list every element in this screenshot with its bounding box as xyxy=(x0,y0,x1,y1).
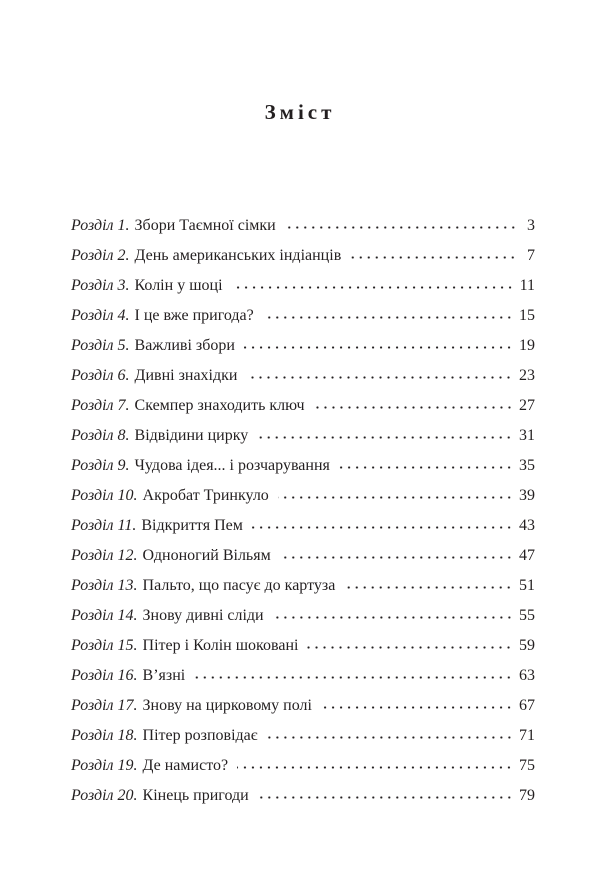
page-number: 71 xyxy=(519,727,535,744)
toc-entry xyxy=(71,274,535,304)
page-number: 39 xyxy=(519,487,535,504)
chapter-title: Знову на цирковому полі xyxy=(142,697,312,714)
table-of-contents xyxy=(71,214,535,814)
chapter-title: Дивні знахідки xyxy=(134,367,238,384)
chapter-title: Відкриття Пем xyxy=(141,517,243,534)
toc-entry xyxy=(71,214,535,244)
dot-leader xyxy=(307,634,513,650)
chapter-label: Розділ 14. xyxy=(71,607,138,624)
chapter-title: Важливі збори xyxy=(134,337,235,354)
toc-entry xyxy=(71,634,535,664)
dot-leader xyxy=(194,664,513,680)
toc-entry xyxy=(71,304,535,334)
chapter-title: Акробат Тринкуло xyxy=(142,487,269,504)
page-number: 47 xyxy=(519,547,535,564)
page-number: 11 xyxy=(519,277,535,294)
chapter-title: В’язні xyxy=(142,667,186,684)
chapter-title: Збори Таємної сімки xyxy=(134,217,276,234)
page-number: 27 xyxy=(519,397,535,414)
chapter-label: Розділ 13. xyxy=(71,577,138,594)
dot-leader xyxy=(267,724,513,740)
toc-entry xyxy=(71,334,535,364)
toc-entry xyxy=(71,424,535,454)
toc-entry xyxy=(71,724,535,754)
toc-entry xyxy=(71,664,535,694)
chapter-title: Відвідини цирку xyxy=(134,427,249,444)
dot-leader xyxy=(285,214,517,230)
chapter-title: Колін у шоці xyxy=(134,277,223,294)
page-number: 15 xyxy=(519,307,535,324)
chapter-title: Де намисто? xyxy=(142,757,229,774)
toc-entry xyxy=(71,544,535,574)
chapter-label: Розділ 12. xyxy=(71,547,138,564)
chapter-title: Пальто, що пасує до картуза xyxy=(142,577,336,594)
chapter-title: Одноногий Вільям xyxy=(142,547,271,564)
toc-entry xyxy=(71,364,535,394)
page-number: 63 xyxy=(519,667,535,684)
chapter-title: І це вже пригода? xyxy=(134,307,254,324)
dot-leader xyxy=(314,394,513,410)
dot-leader xyxy=(232,274,514,290)
page-number: 31 xyxy=(519,427,535,444)
page-number: 79 xyxy=(519,787,535,804)
chapter-label: Розділ 3. xyxy=(71,277,130,294)
chapter-label: Розділ 7. xyxy=(71,397,130,414)
chapter-label: Розділ 4. xyxy=(71,307,130,324)
chapter-label: Розділ 6. xyxy=(71,367,130,384)
page-number: 35 xyxy=(519,457,535,474)
toc-entry xyxy=(71,454,535,484)
page-number: 23 xyxy=(519,367,535,384)
dot-leader xyxy=(258,784,513,800)
dot-leader xyxy=(263,304,513,320)
chapter-title: Пітер і Колін шоковані xyxy=(142,637,299,654)
toc-entry xyxy=(71,754,535,784)
chapter-label: Розділ 9. xyxy=(71,457,130,474)
page-number: 7 xyxy=(527,247,535,264)
toc-entry xyxy=(71,574,535,604)
dot-leader xyxy=(321,694,513,710)
chapter-label: Розділ 8. xyxy=(71,427,130,444)
dot-leader xyxy=(273,604,513,620)
toc-entry xyxy=(71,694,535,724)
dot-leader xyxy=(237,754,513,770)
chapter-label: Розділ 15. xyxy=(71,637,138,654)
chapter-label: Розділ 10. xyxy=(71,487,138,504)
page-number: 3 xyxy=(527,217,535,234)
page-title: Зміст xyxy=(264,100,336,125)
chapter-title: Кінець пригоди xyxy=(142,787,249,804)
chapter-label: Розділ 5. xyxy=(71,337,130,354)
chapter-label: Розділ 1. xyxy=(71,217,130,234)
page-number: 55 xyxy=(519,607,535,624)
chapter-label: Розділ 2. xyxy=(71,247,130,264)
dot-leader xyxy=(252,514,513,530)
chapter-label: Розділ 11. xyxy=(71,517,137,534)
chapter-title: Знову дивні сліди xyxy=(142,607,264,624)
dot-leader xyxy=(257,424,513,440)
dot-leader xyxy=(344,574,513,590)
page-number: 75 xyxy=(519,757,535,774)
chapter-label: Розділ 17. xyxy=(71,697,138,714)
dot-leader xyxy=(246,364,513,380)
page-number: 43 xyxy=(519,517,535,534)
chapter-label: Розділ 18. xyxy=(71,727,138,744)
chapter-title: Чудова ідея... і розчарування xyxy=(134,457,330,474)
chapter-label: Розділ 19. xyxy=(71,757,138,774)
toc-entry xyxy=(71,484,535,514)
toc-entry xyxy=(71,244,535,274)
toc-entry xyxy=(71,394,535,424)
chapter-title: День американських індіанців xyxy=(134,247,342,264)
page-number: 59 xyxy=(519,637,535,654)
page-number: 51 xyxy=(519,577,535,594)
toc-entry xyxy=(71,604,535,634)
dot-leader xyxy=(278,484,513,500)
dot-leader xyxy=(280,544,513,560)
dot-leader xyxy=(339,454,513,470)
dot-leader xyxy=(350,244,517,260)
toc-entry xyxy=(71,514,535,544)
page-number: 67 xyxy=(519,697,535,714)
chapter-title: Пітер розповідає xyxy=(142,727,258,744)
chapter-label: Розділ 20. xyxy=(71,787,138,804)
chapter-label: Розділ 16. xyxy=(71,667,138,684)
chapter-title: Скемпер знаходить ключ xyxy=(134,397,305,414)
page-number: 19 xyxy=(519,337,535,354)
toc-entry xyxy=(71,784,535,814)
dot-leader xyxy=(244,334,513,350)
